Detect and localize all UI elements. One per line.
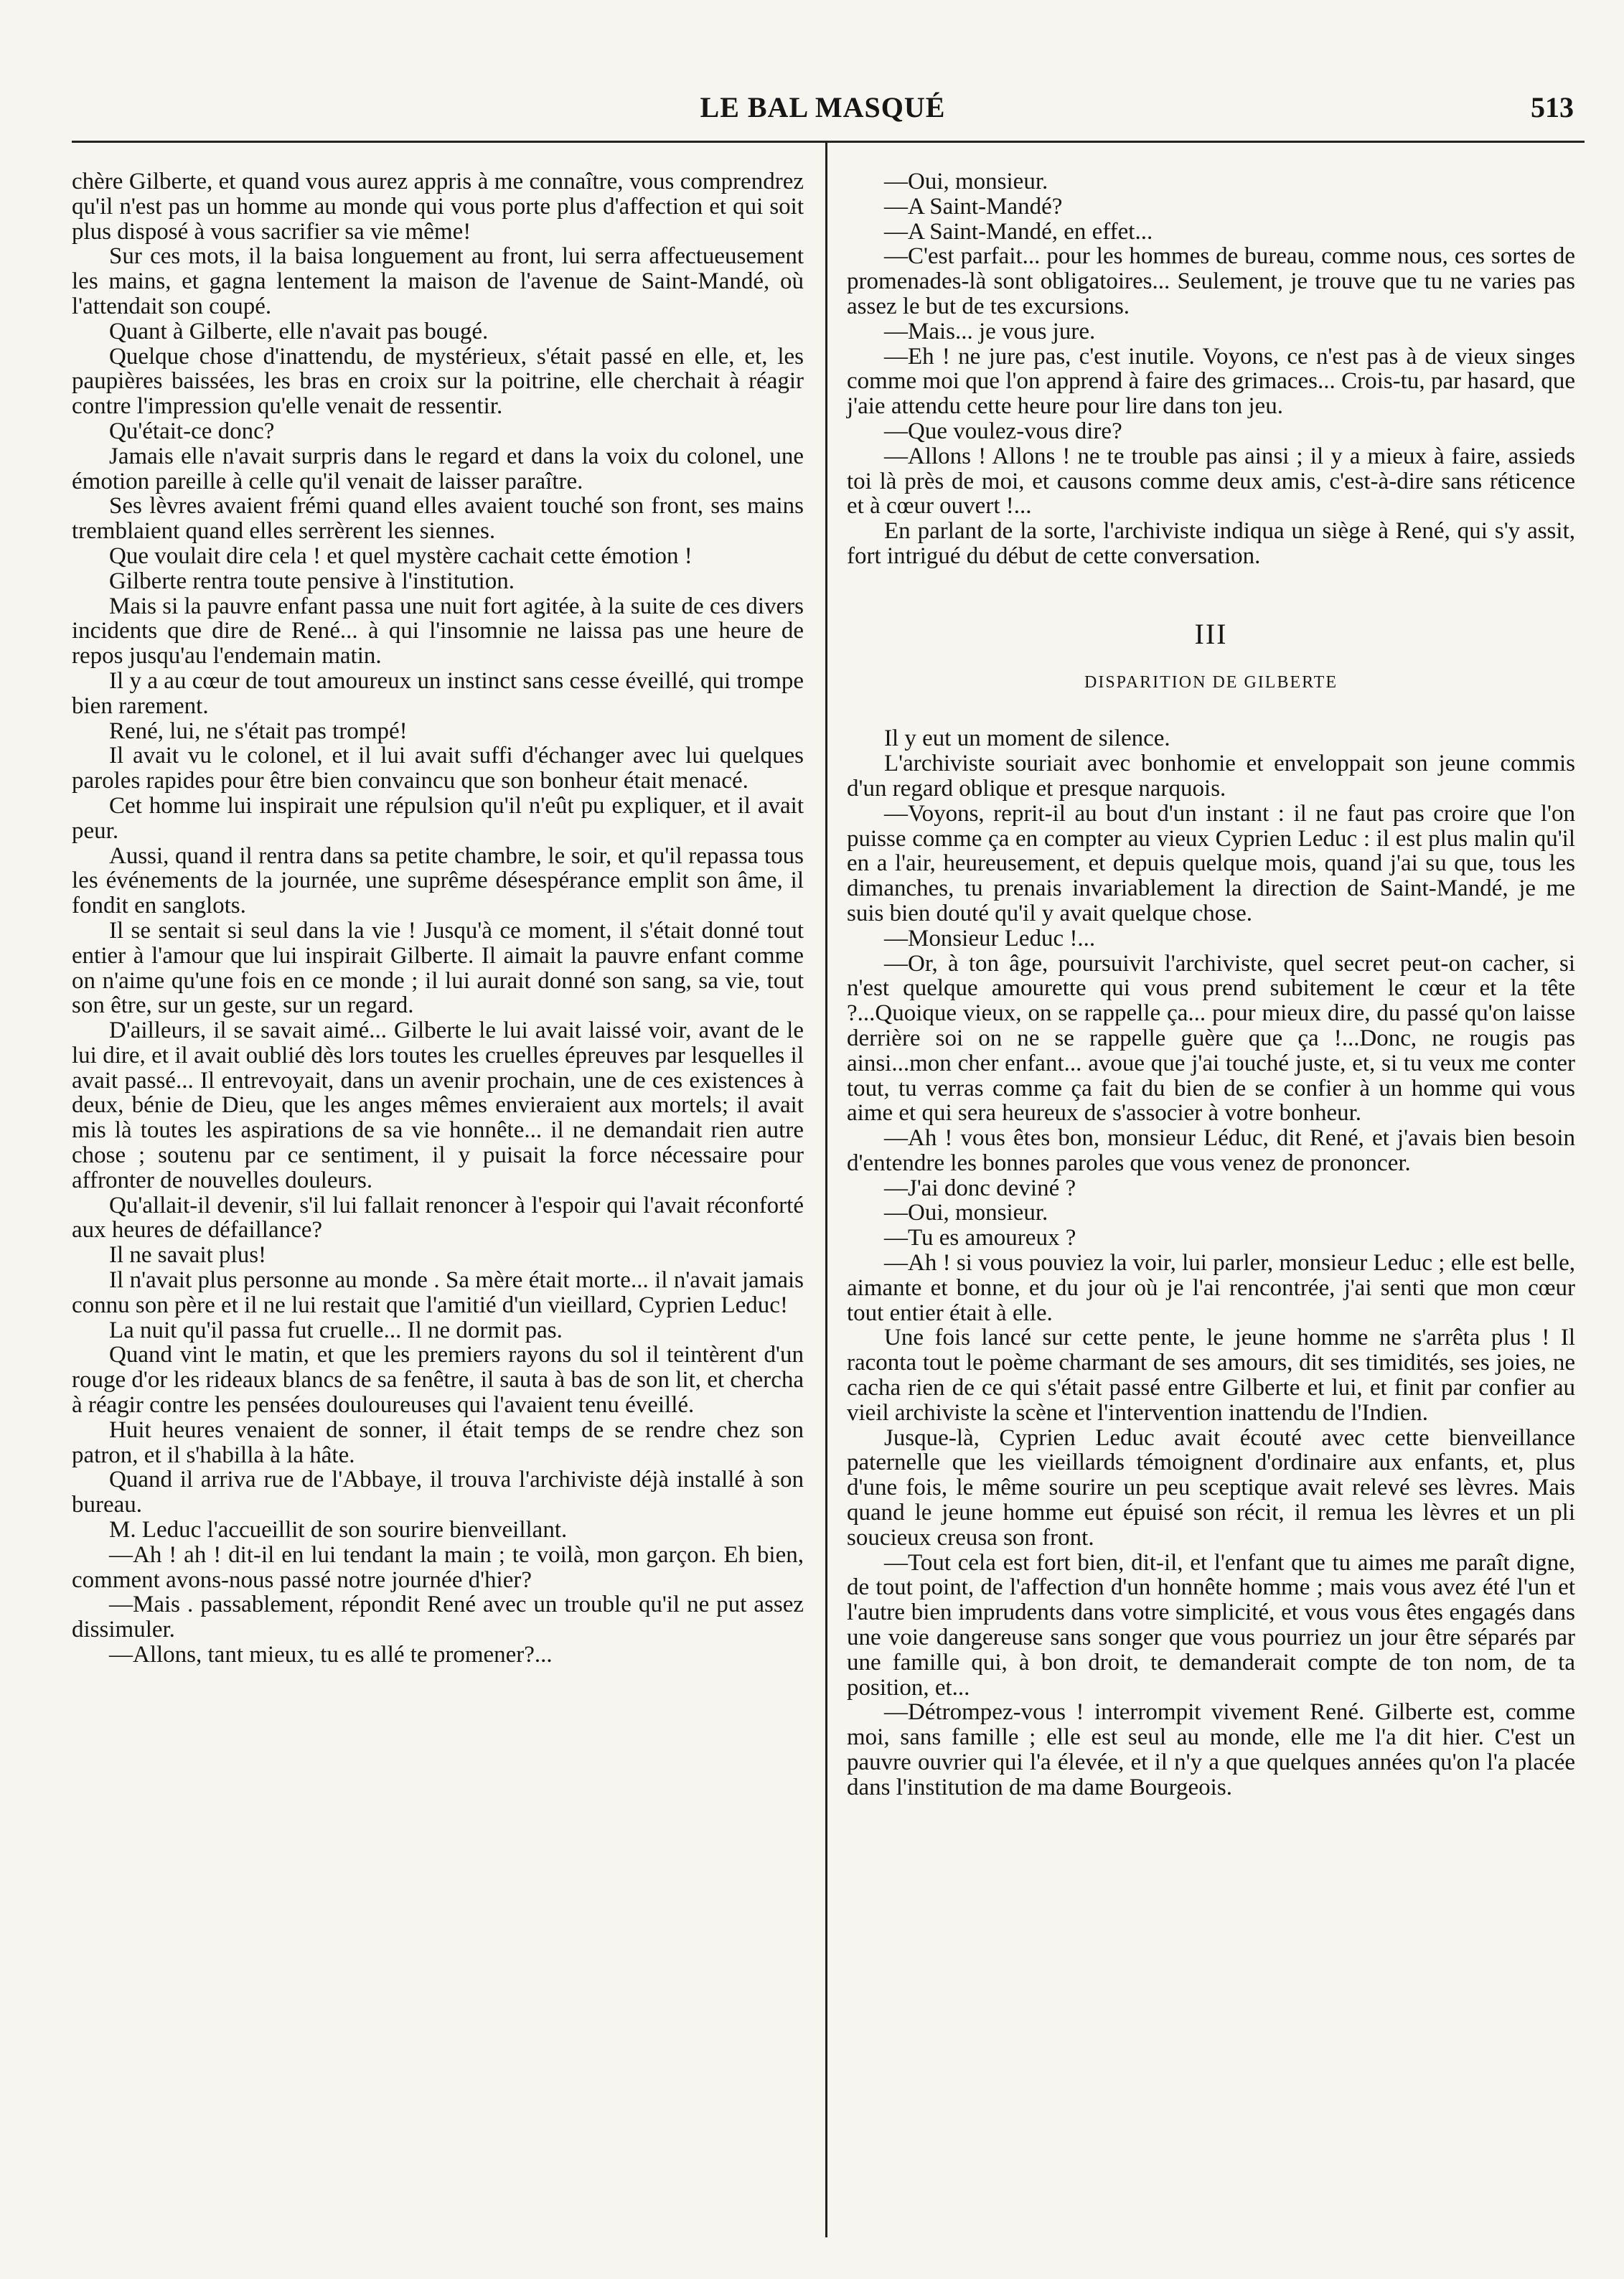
paragraph: —Ah ! vous êtes bon, monsieur Léduc, dit René, et j'avais bien besoin d'entendre les bonnes paroles que vous venez de prononcer. [847,1125,1575,1176]
paragraph: —Allons, tant mieux, tu es allé te promener?... [109,1642,553,1668]
section-number: III [1194,617,1228,650]
paragraph: Il ne savait plus! [109,1242,267,1269]
paragraph: Il n'avait plus personne au monde . Sa mère était morte... il n'avait jamais connu son père et il ne lui restait que l'amitié d'un vieillard, Cyprien Leduc! [72,1267,804,1318]
paragraph: —Oui, monsieur. [884,1200,1048,1226]
paragraph: —Ah ! ah ! dit-il en lui tendant la main ; te voilà, mon garçon. Eh bien, comment avons-nous passé notre journée d'hier? [72,1541,804,1593]
paragraph: Il avait vu le colonel, et il lui avait suffi d'échanger avec lui quelques paroles rapides pour être bien convaincu que son bonheur était menacé. [72,743,804,794]
paragraph: chère Gilberte, et quand vous aurez appris à me connaître, vous comprendrez qu'il n'est pas un homme au monde qui vous porte plus d'affection et qui soit plus disposé à vous sacrifier sa vie même! [72,169,804,245]
paragraph: Sur ces mots, il la baisa longuement au front, lui serra affectueusement les mains, et gagna lentement la maison de l'avenue de Saint-Mandé, où l'attendait son coupé. [72,243,804,319]
paragraph: —Tout cela est fort bien, dit-il, et l'enfant que tu aimes me paraît digne, de tout point, de l'affection d'un honnête homme ; mais vous avez été l'un et l'autre bien imprudents dans votre simplicité, et vous vous êtes engagés dans une voie dangereuse sans songer que vous pourriez un jour être séparés par une famille qui, à bon droit, te demanderait compte de ton nom, de ta position, et... [847,1549,1575,1701]
paragraph: Qu'allait-il devenir, s'il lui fallait renoncer à l'espoir qui l'avait réconforté aux heures de défaillance? [72,1192,804,1244]
paragraph: Jusque-là, Cyprien Leduc avait écouté avec cette bienveillance paternelle que les vieillards témoignent d'ordinaire aux enfants, et, plus d'une fois, le même sourire un peu sceptique avait relevé ses lèvres. Mais quand le jeune homme eut épuisé son récit, il remua les lèvres et un pli soucieux creusa son front. [847,1424,1575,1551]
paragraph: Quand il arriva rue de l'Abbaye, il trouva l'archiviste déjà installé à son bureau. [72,1467,804,1518]
paragraph: Il y a au cœur de tout amoureux un instinct sans cesse éveillé, qui trompe bien rarement. [72,667,804,719]
paragraph: Quant à Gilberte, elle n'avait pas bougé. [109,318,489,344]
paragraph: —J'ai donc deviné ? [884,1175,1076,1201]
paragraph: Aussi, quand il rentra dans sa petite chambre, le soir, et qu'il repassa tous les événements de la journée, une suprême désespérance emplit son âme, il fondit en sanglots. [72,842,804,919]
paragraph: Gilberte rentra toute pensive à l'institution. [109,568,515,594]
paragraph: —Eh ! ne jure pas, c'est inutile. Voyons, ce n'est pas à de vieux singes comme moi que l'on apprend à faire des grimaces... Crois-tu, par hasard, que j'aie attendu cette heure pour lire dans ton jeu. [847,343,1575,420]
paragraph: Jamais elle n'avait surpris dans le regard et dans la voix du colonel, une émotion pareille à celle qu'il venait de laisser paraître. [72,443,804,494]
page-number: 513 [1531,91,1574,123]
paragraph: L'archiviste souriait avec bonhomie et enveloppait son jeune commis d'un regard oblique et presque narquois. [847,751,1575,802]
paragraph: —Or, à ton âge, poursuivit l'archiviste, quel secret peut-on cacher, si n'est quelque amourette qui vous prend subitement le cœur et la tête ?...Quoique vieux, on se rappelle ça... pour mieux dire, du passé qu'on laisse derrière soi on ne se rappelle guère que ça !...Donc, ne rougis pas ainsi...mon cher enfant... avoue que j'ai touché juste, et, si tu veux me conter tout, tu verras comme ça fait du bien de se confier à un homme qui vous aime et qui sera heureux de s'associer à votre bonheur. [847,950,1575,1127]
paragraph: —Détrompez-vous ! interrompit vivement René. Gilberte est, comme moi, sans famille ; elle est seul au monde, elle me l'a dit hier. C'est un pauvre ouvrier qui l'a élevée, et il n'y a que quelques années qu'on l'a placée dans l'institution de ma dame Bourgeois. [847,1699,1575,1800]
section-title: DISPARITION DE GILBERTE [1084,672,1338,692]
paragraph: —Voyons, reprit-il au bout d'un instant : il ne faut pas croire que l'on puisse comme ça en compter au vieux Cyprien Leduc : il est plus malin qu'il en a l'air, heureusement, et depuis quelque mois, quand j'ai su que, tous les dimanches, tu prenais invariablement la direction de Saint-Mandé, je me suis bien douté qu'il y avait quelque chose. [847,800,1575,926]
paragraph: Ses lèvres avaient frémi quand elles avaient touché son front, ses mains tremblaient quand elles serrèrent les siennes. [72,493,804,545]
paragraph: La nuit qu'il passa fut cruelle... Il ne dormit pas. [109,1317,563,1343]
right-column-text-before [847,169,1575,569]
right-column-text-after [847,726,1575,1800]
paragraph: Une fois lancé sur cette pente, le jeune homme ne s'arrêta plus ! Il raconta tout le poème charmant de ses amours, dit ses timidités, ses joies, ne cacha rien de ce qui s'était passé entre Gilberte et lui, et finit par confier au vieil archiviste la scène et l'intervention inattendu de l'Indien. [847,1325,1575,1426]
paragraph: Huit heures venaient de sonner, il était temps de se rendre chez son patron, et il s'habilla à la hâte. [72,1416,804,1468]
header-rule [72,141,1585,143]
paragraph: Cet homme lui inspirait une répulsion qu'il n'eût pu expliquer, et il avait peur. [72,792,804,844]
paragraph: M. Leduc l'accueillit de son sourire bienveillant. [109,1517,568,1543]
paragraph: —Mais... je vous jure. [884,318,1096,344]
paragraph: —Oui, monsieur. [884,169,1048,194]
paragraph: —Monsieur Leduc !... [884,925,1096,951]
paragraph: —Ah ! si vous pouviez la voir, lui parler, monsieur Leduc ; elle est belle, aimante et bonne, et du jour où je l'ai rencontrée, j'ai senti que mon cœur tout entier était à elle. [847,1250,1575,1326]
column-divider [825,142,827,2237]
paragraph: Mais si la pauvre enfant passa une nuit fort agitée, à la suite de ces divers incidents que dire de René... à qui l'insomnie ne laissa pas une heure de repos jusqu'au l'endemain matin. [72,593,804,669]
paragraph: —A Saint-Mandé? [884,193,1063,220]
paragraph: D'ailleurs, il se savait aimé... Gilberte le lui avait laissé voir, avant de le lui dire, et il avait oublié dès lors toutes les cruelles épreuves par lesquelles il avait passé... Il entrevoyait, dans un avenir prochain, une de ces existences à deux, bénie de Dieu, que les anges mêmes envieraient aux mortels; il avait mis là toutes les aspirations de sa vie honnête... il ne demandait rien autre chose ; soutenu par ce sentiment, il y puisait la force nécessaire pour affronter de nouvelles douleurs. [72,1018,804,1193]
page-header [72,90,1574,133]
paragraph: —Allons ! Allons ! ne te trouble pas ainsi ; il y a mieux à faire, assieds toi là près de moi, et causons comme deux amis, c'est-à-dire sans réticence et à cœur ouvert !... [847,443,1575,520]
paragraph: Il se sentait si seul dans la vie ! Jusqu'à ce moment, il s'était donné tout entier à l'amour que lui inspirait Gilberte. Il aimait la pauvre enfant comme on n'aime qu'une fois en ce monde ; il lui aurait donné son sang, sa vie, tout son être, sur un geste, sur un regard. [72,917,804,1019]
paragraph: Qu'était-ce donc? [109,418,275,444]
paragraph: En parlant de la sorte, l'archiviste indiqua un siège à René, qui s'y assit, fort intrigué du début de cette conversation. [847,518,1575,569]
paragraph: —Tu es amoureux ? [884,1225,1076,1251]
paragraph: Quand vint le matin, et que les premiers rayons du sol il teintèrent d'un rouge d'or les rideaux blancs de sa fenêtre, il sauta à bas de son lit, et chercha à réagir contre les pensées douloureuses qui l'avaient tenu éveillé. [72,1342,804,1419]
paragraph: —A Saint-Mandé, en effet... [884,218,1153,245]
running-title: LE BAL MASQUÉ [700,91,946,123]
right-column [847,169,1575,1800]
paragraph: René, lui, ne s'était pas trompé! [109,718,408,744]
paragraph: Quelque chose d'inattendu, de mystérieux, s'était passé en elle, et, les paupières baissées, les bras en croix sur la poitrine, elle cherchait à réagir contre l'impression qu'elle venait de ressentir. [72,343,804,420]
paragraph: Il y eut un moment de silence. [884,725,1170,752]
paragraph: —C'est parfait... pour les hommes de bureau, comme nous, ces sortes de promenades-là sont obligatoires... Seulement, je trouve que tu ne varies pas assez le but de tes excursions. [847,243,1575,319]
paragraph: —Mais . passablement, répondit René avec un trouble qu'il ne put assez dissimuler. [72,1592,804,1643]
paragraph: Que voulait dire cela ! et quel mystère cachait cette émotion ! [109,542,693,569]
left-column [72,169,804,1668]
paragraph: —Que voulez-vous dire? [884,418,1122,444]
